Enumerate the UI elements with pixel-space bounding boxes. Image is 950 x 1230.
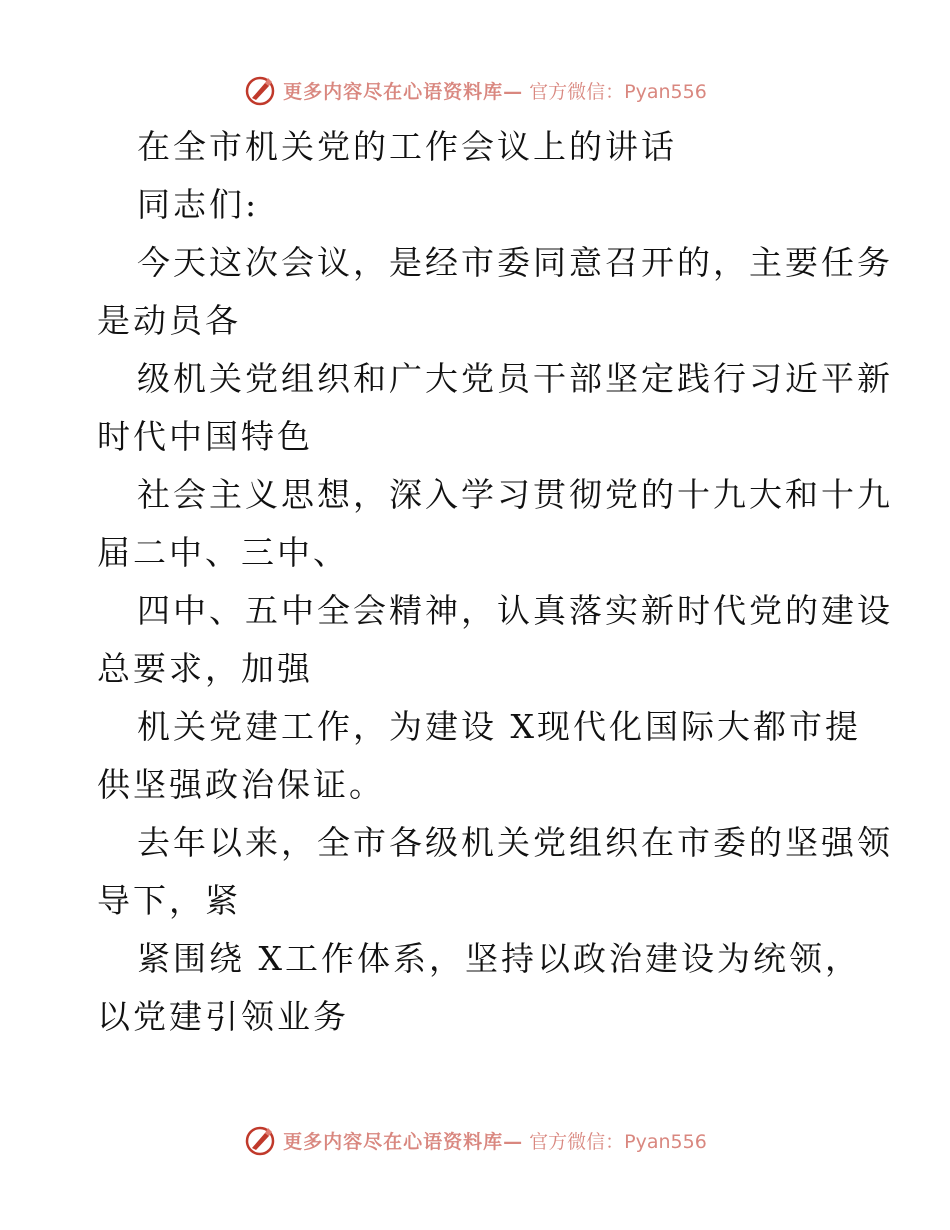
- text-line: 供坚强政治保证。: [97, 765, 385, 804]
- footer-watermark: [0, 1120, 950, 1160]
- pen-logo-icon: [243, 73, 277, 107]
- text-line: 总要求，加强: [97, 649, 313, 688]
- text-line: 届二中、三中、: [97, 533, 349, 572]
- text-line: 级机关党组织和广大党员干部坚定践行习近平新: [137, 359, 893, 398]
- text-line: 在全市机关党的工作会议上的讲话: [137, 127, 677, 166]
- document-body: [97, 118, 893, 1046]
- text-line: 以党建引领业务: [97, 997, 349, 1036]
- text-line: 四中、五中全会精神，认真落实新时代党的建设: [137, 591, 893, 630]
- watermark-suffix: 官方微信：Pyan556: [529, 80, 707, 103]
- watermark-suffix: 官方微信：Pyan556: [529, 1130, 707, 1153]
- text-line: 去年以来，全市各级机关党组织在市委的坚强领: [137, 823, 893, 862]
- text-line: 紧围绕 X工作体系，坚持以政治建设为统领，: [137, 939, 861, 978]
- watermark-brand: 更多内容尽在心语资料库—: [283, 80, 524, 103]
- text-line: 时代中国特色: [97, 417, 313, 456]
- text-line: 是动员各: [97, 301, 241, 340]
- text-line: 导下，紧: [97, 881, 241, 920]
- text-line: 同志们:: [137, 185, 260, 224]
- text-line: 社会主义思想，深入学习贯彻党的十九大和十九: [137, 475, 893, 514]
- watermark-brand: 更多内容尽在心语资料库—: [283, 1130, 524, 1153]
- text-line: 机关党建工作，为建设 X现代化国际大都市提: [137, 707, 861, 746]
- header-watermark: [0, 70, 950, 110]
- pen-logo-icon: [243, 1123, 277, 1157]
- text-line: 今天这次会议，是经市委同意召开的，主要任务: [137, 243, 893, 282]
